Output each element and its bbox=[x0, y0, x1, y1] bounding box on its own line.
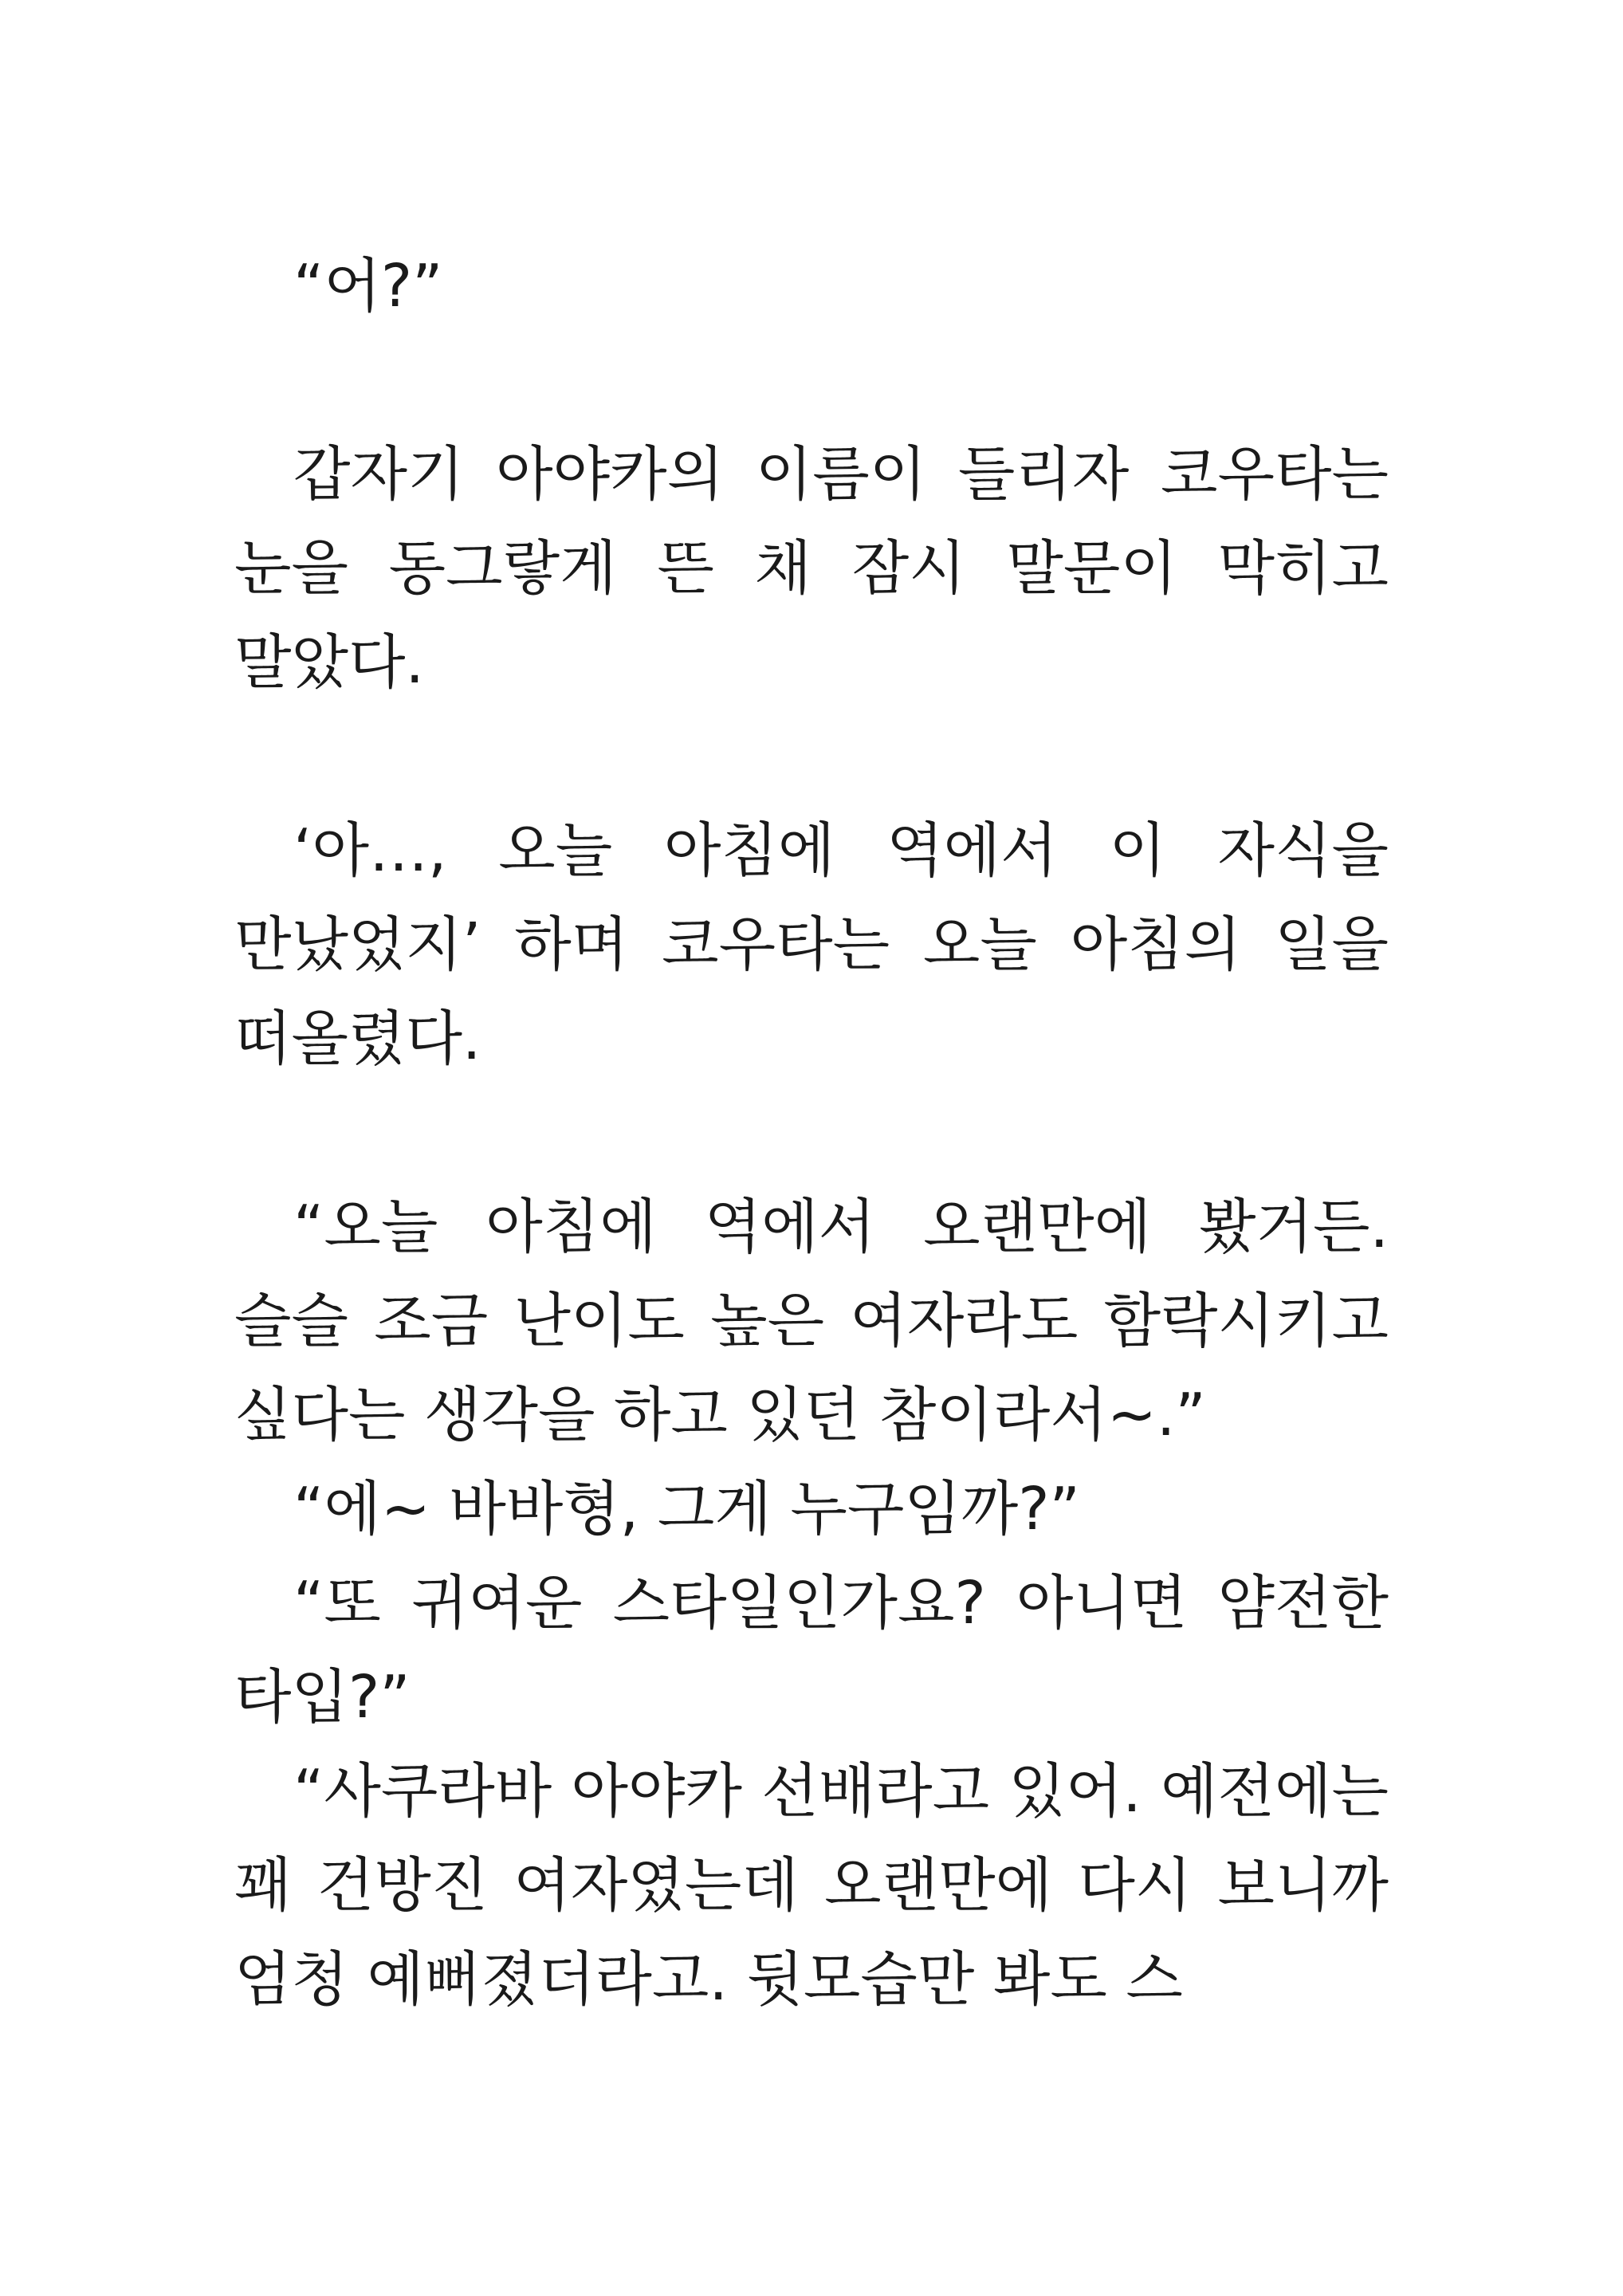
paragraph-gap bbox=[234, 333, 1389, 427]
paragraph: “에~ 바바형, 그게 누구임까?” bbox=[293, 1475, 1080, 1543]
paragraph: “사쿠라바 아야카 선배라고 있어. 예전에는 꽤 건방진 여자였는데 오랜만에 다시 보니까 엄청 예뻐졌더라고. 뒷모습만 봐도 스 bbox=[234, 1757, 1389, 2014]
paragraph-gap bbox=[234, 710, 1389, 804]
paragraph: “또 귀여운 스타일인가요? 아니면 얌전한 타입?” bbox=[234, 1569, 1389, 1732]
paragraph-gap bbox=[234, 1086, 1389, 1180]
paragraph: 갑자기 아야카의 이름이 들리자 코우타는 눈을 동그랗게 뜬 채 잠시 말문이 막히고 말았다. bbox=[234, 440, 1389, 697]
paragraph: “어?” bbox=[293, 252, 443, 320]
paragraph: “오늘 아침에 역에서 오랜만에 봤거든. 슬슬 조금 난이도 높은 여자라도 함락시키고 싶다는 생각을 하고 있던 참이라서~.” bbox=[234, 1193, 1389, 1449]
body-text bbox=[234, 239, 1389, 2027]
paragraph: ‘아…, 오늘 아침에 역에서 이 자식을 만났었지’ 하며 코우타는 오늘 아침의 일을 떠올렸다. bbox=[234, 816, 1389, 1073]
